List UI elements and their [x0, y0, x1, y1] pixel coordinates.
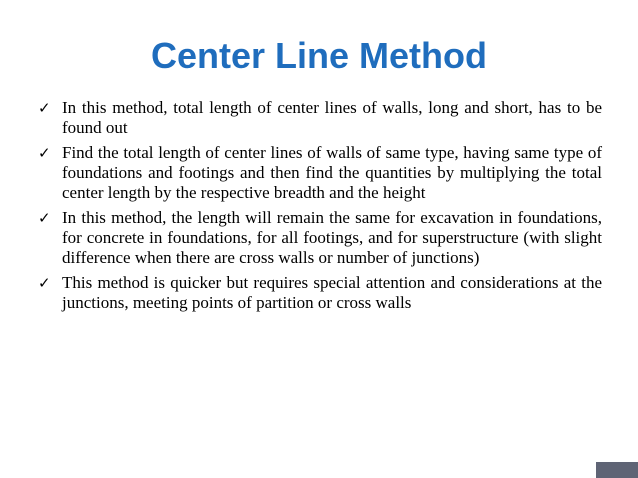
bullet-text: Find the total length of center lines of walls of same type, having same type of foundations and footings and then find the quantities by multiplying the total center length by the respective breadth and the height — [62, 143, 602, 202]
checkmark-icon: ✓ — [38, 99, 51, 117]
bullet-item — [38, 273, 602, 313]
corner-block — [596, 462, 638, 478]
bullet-item — [38, 143, 602, 203]
bullet-item — [38, 208, 602, 268]
bullet-text: In this method, the length will remain the same for excavation in foundations, for concrete in foundations, for all footings, and for superstructure (with slight difference when there are cross walls or number of junctions) — [62, 208, 602, 267]
bullet-item — [38, 98, 602, 138]
bullet-text: This method is quicker but requires special attention and considerations at the junctions, meeting points of partition or cross walls — [62, 273, 602, 312]
bullet-list — [38, 98, 602, 318]
slide-title: Center Line Method — [150, 35, 487, 76]
checkmark-icon: ✓ — [38, 144, 51, 162]
bullet-text: In this method, total length of center lines of walls, long and short, has to be found out — [62, 98, 602, 137]
checkmark-icon: ✓ — [38, 209, 51, 227]
checkmark-icon: ✓ — [38, 274, 51, 292]
